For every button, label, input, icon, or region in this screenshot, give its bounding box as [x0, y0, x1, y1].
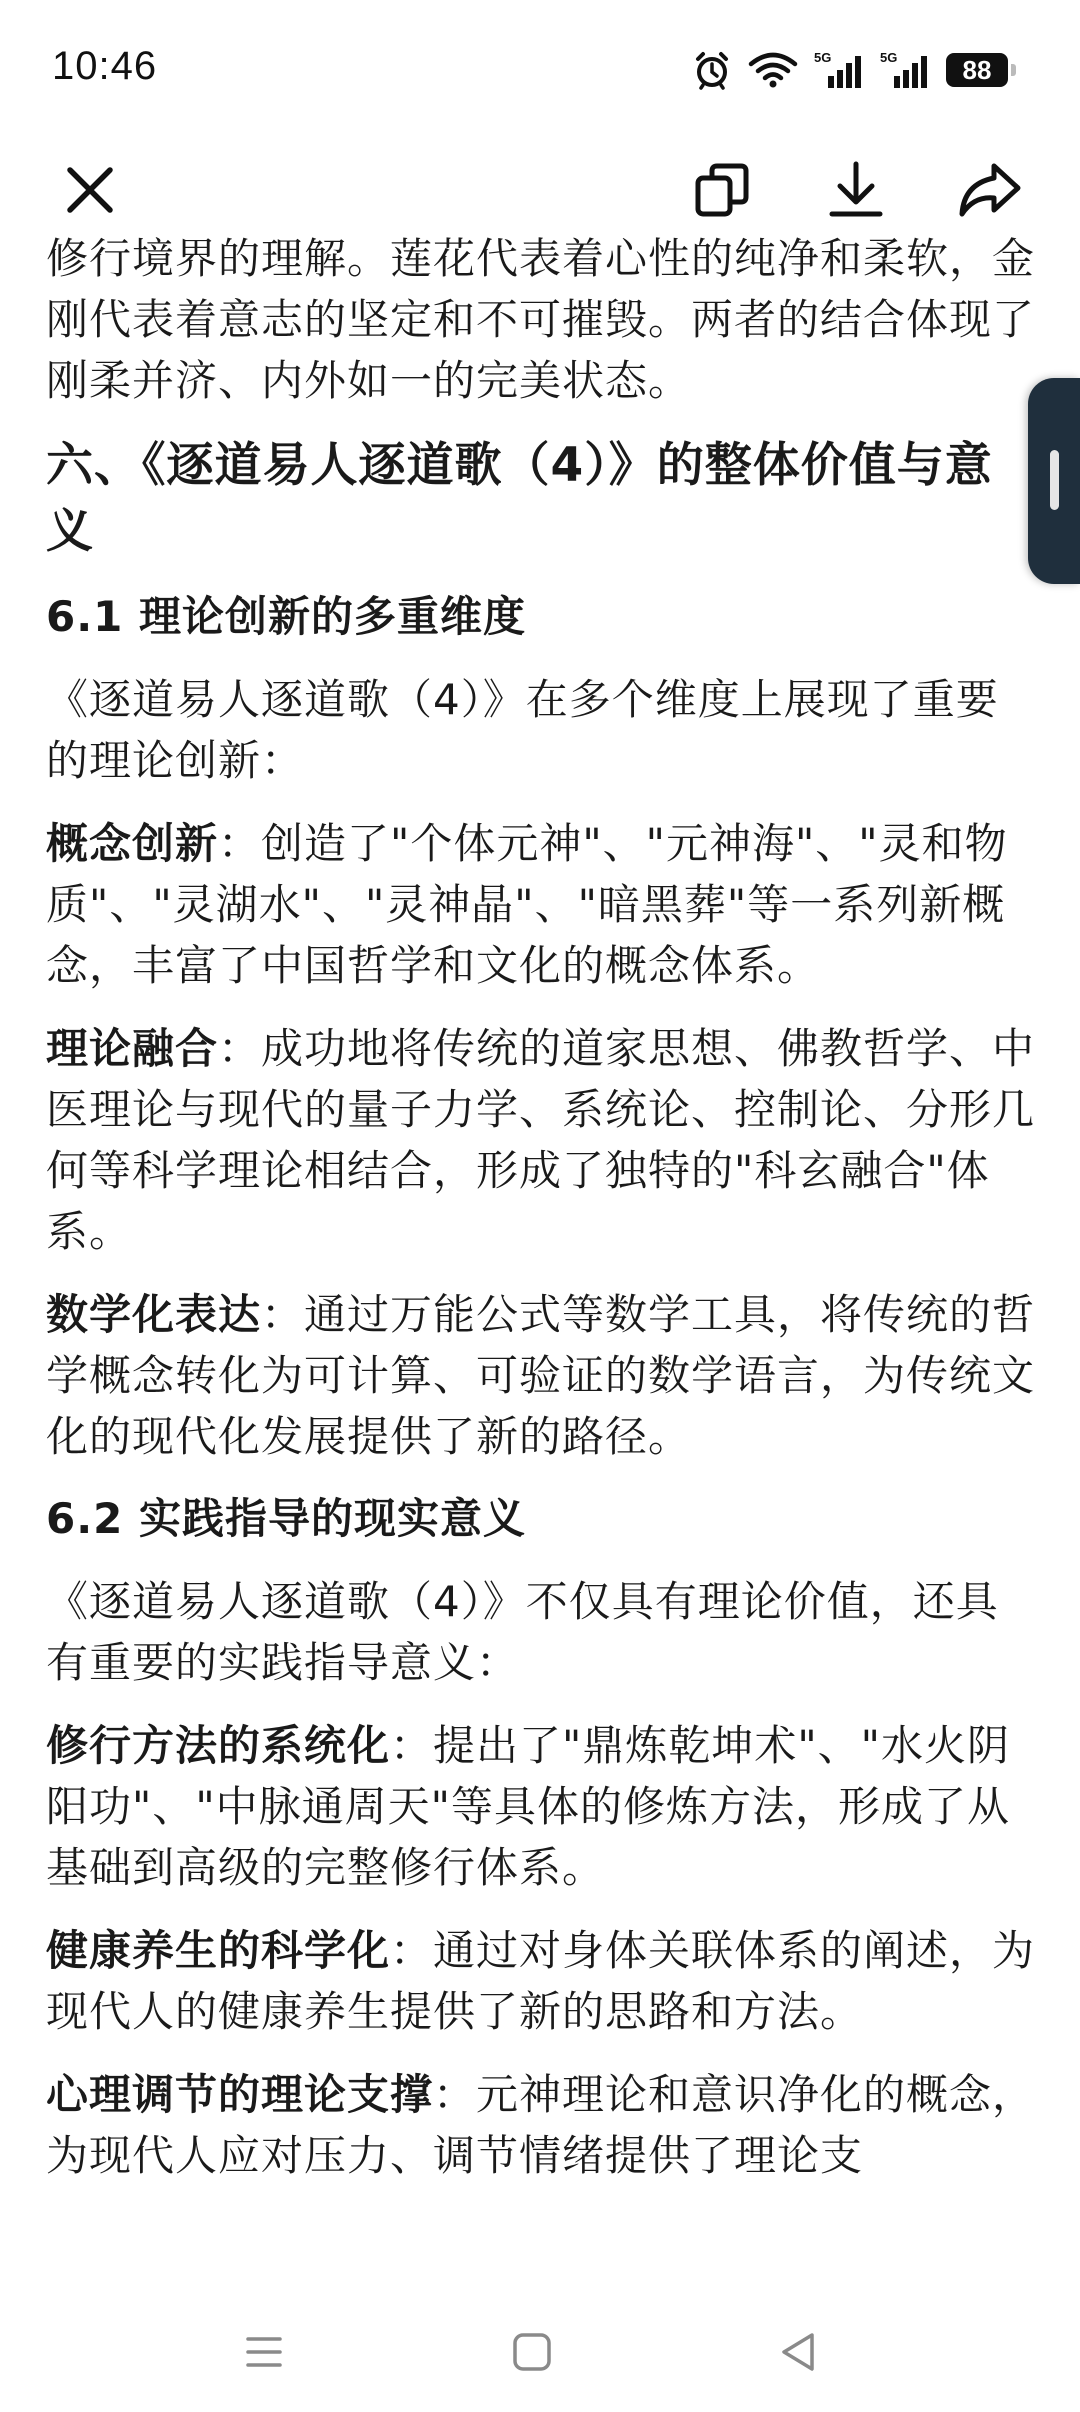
- signal-label: 5G: [814, 50, 832, 65]
- item-text: ：创造了"个体元神"、"元神海"、"灵和物质"、"灵湖水"、"灵神晶"、"暗黑葬"等一系列新概念，丰富了中国哲学和文化的概念体系。: [46, 819, 1008, 990]
- back-icon: [776, 2330, 820, 2374]
- copy-button[interactable]: [682, 150, 762, 230]
- navigation-bar: [0, 2290, 1080, 2412]
- share-button[interactable]: [950, 150, 1030, 230]
- alarm-icon: [692, 50, 732, 90]
- item-term: 修行方法的系统化: [46, 1721, 391, 1770]
- scroll-grip[interactable]: [1050, 450, 1059, 510]
- intro-paragraph: 修行境界的理解。莲花代表着心性的纯净和柔软，金刚代表着意志的坚定和不可摧毁。两者的结合体现了刚柔并济、内外如一的完美状态。: [46, 234, 1036, 405]
- list-item: [46, 813, 1036, 996]
- menu-icon: [242, 2330, 286, 2374]
- subsection-intro-1: 《逐道易人逐道歌（4）》在多个维度上展现了重要的理论创新：: [46, 675, 999, 785]
- close-button[interactable]: [50, 150, 130, 230]
- list-item: [46, 1284, 1036, 1467]
- signal-5g-icon: [814, 50, 864, 90]
- section-title: 六、《逐道易人逐道歌（4）》的整体价值与意义: [46, 438, 993, 559]
- home-icon: [510, 2330, 554, 2374]
- signal-label: 5G: [880, 50, 898, 65]
- subsection-intro-2: 《逐道易人逐道歌（4）》不仅具有理论价值，还具有重要的实践指导意义：: [46, 1577, 999, 1687]
- item-term: 数学化表达: [46, 1290, 262, 1339]
- item-term: 健康养生的科学化: [46, 1926, 391, 1975]
- subsection-title-2: 6.2 实践指导的现实意义: [46, 1494, 527, 1543]
- battery-indicator: 88: [946, 53, 1008, 87]
- menu-button[interactable]: [224, 2312, 304, 2392]
- list-item: [46, 1920, 1036, 2042]
- list-item: [46, 1018, 1036, 1262]
- item-term: 心理调节的理论支撑: [46, 2070, 434, 2119]
- status-time: 10:46: [52, 44, 158, 88]
- download-button[interactable]: [816, 150, 896, 230]
- scroll-handle[interactable]: [1028, 378, 1080, 584]
- list-item: [46, 1715, 1036, 1898]
- copy-icon: [692, 160, 752, 220]
- status-icons: [692, 46, 1008, 94]
- signal-5g-icon: [880, 50, 930, 90]
- top-toolbar: [0, 140, 1080, 240]
- item-text: ：元神理论和意识净化的概念，为现代人应对压力、调节情绪提供了理论支: [46, 2070, 1036, 2180]
- item-term: 理论融合: [46, 1024, 219, 1073]
- wifi-icon: [748, 51, 798, 89]
- list-item: [46, 2064, 1036, 2186]
- item-term: 概念创新: [46, 819, 219, 868]
- share-icon: [958, 160, 1022, 220]
- item-text: ：通过对身体关联体系的阐述，为现代人的健康养生提供了新的思路和方法。: [46, 1926, 1036, 2036]
- item-text: ：成功地将传统的道家思想、佛教哲学、中医理论与现代的量子力学、系统论、控制论、分形几何等科学理论相结合，形成了独特的"科玄融合"体系。: [46, 1024, 1036, 1256]
- download-icon: [826, 160, 886, 220]
- back-button[interactable]: [758, 2312, 838, 2392]
- subsection-title-1: 6.1 理论创新的多重维度: [46, 592, 527, 641]
- item-text: ：通过万能公式等数学工具，将传统的哲学概念转化为可计算、可验证的数学语言，为传统文化的现代化发展提供了新的路径。: [46, 1290, 1036, 1461]
- close-icon: [62, 162, 118, 218]
- item-text: ：提出了"鼎炼乾坤术"、"水火阴阳功"、"中脉通周天"等具体的修炼方法，形成了从基础到高级的完整修行体系。: [46, 1721, 1010, 1892]
- status-bar: [0, 0, 1080, 140]
- home-button[interactable]: [492, 2312, 572, 2392]
- article-content: [46, 228, 1036, 2273]
